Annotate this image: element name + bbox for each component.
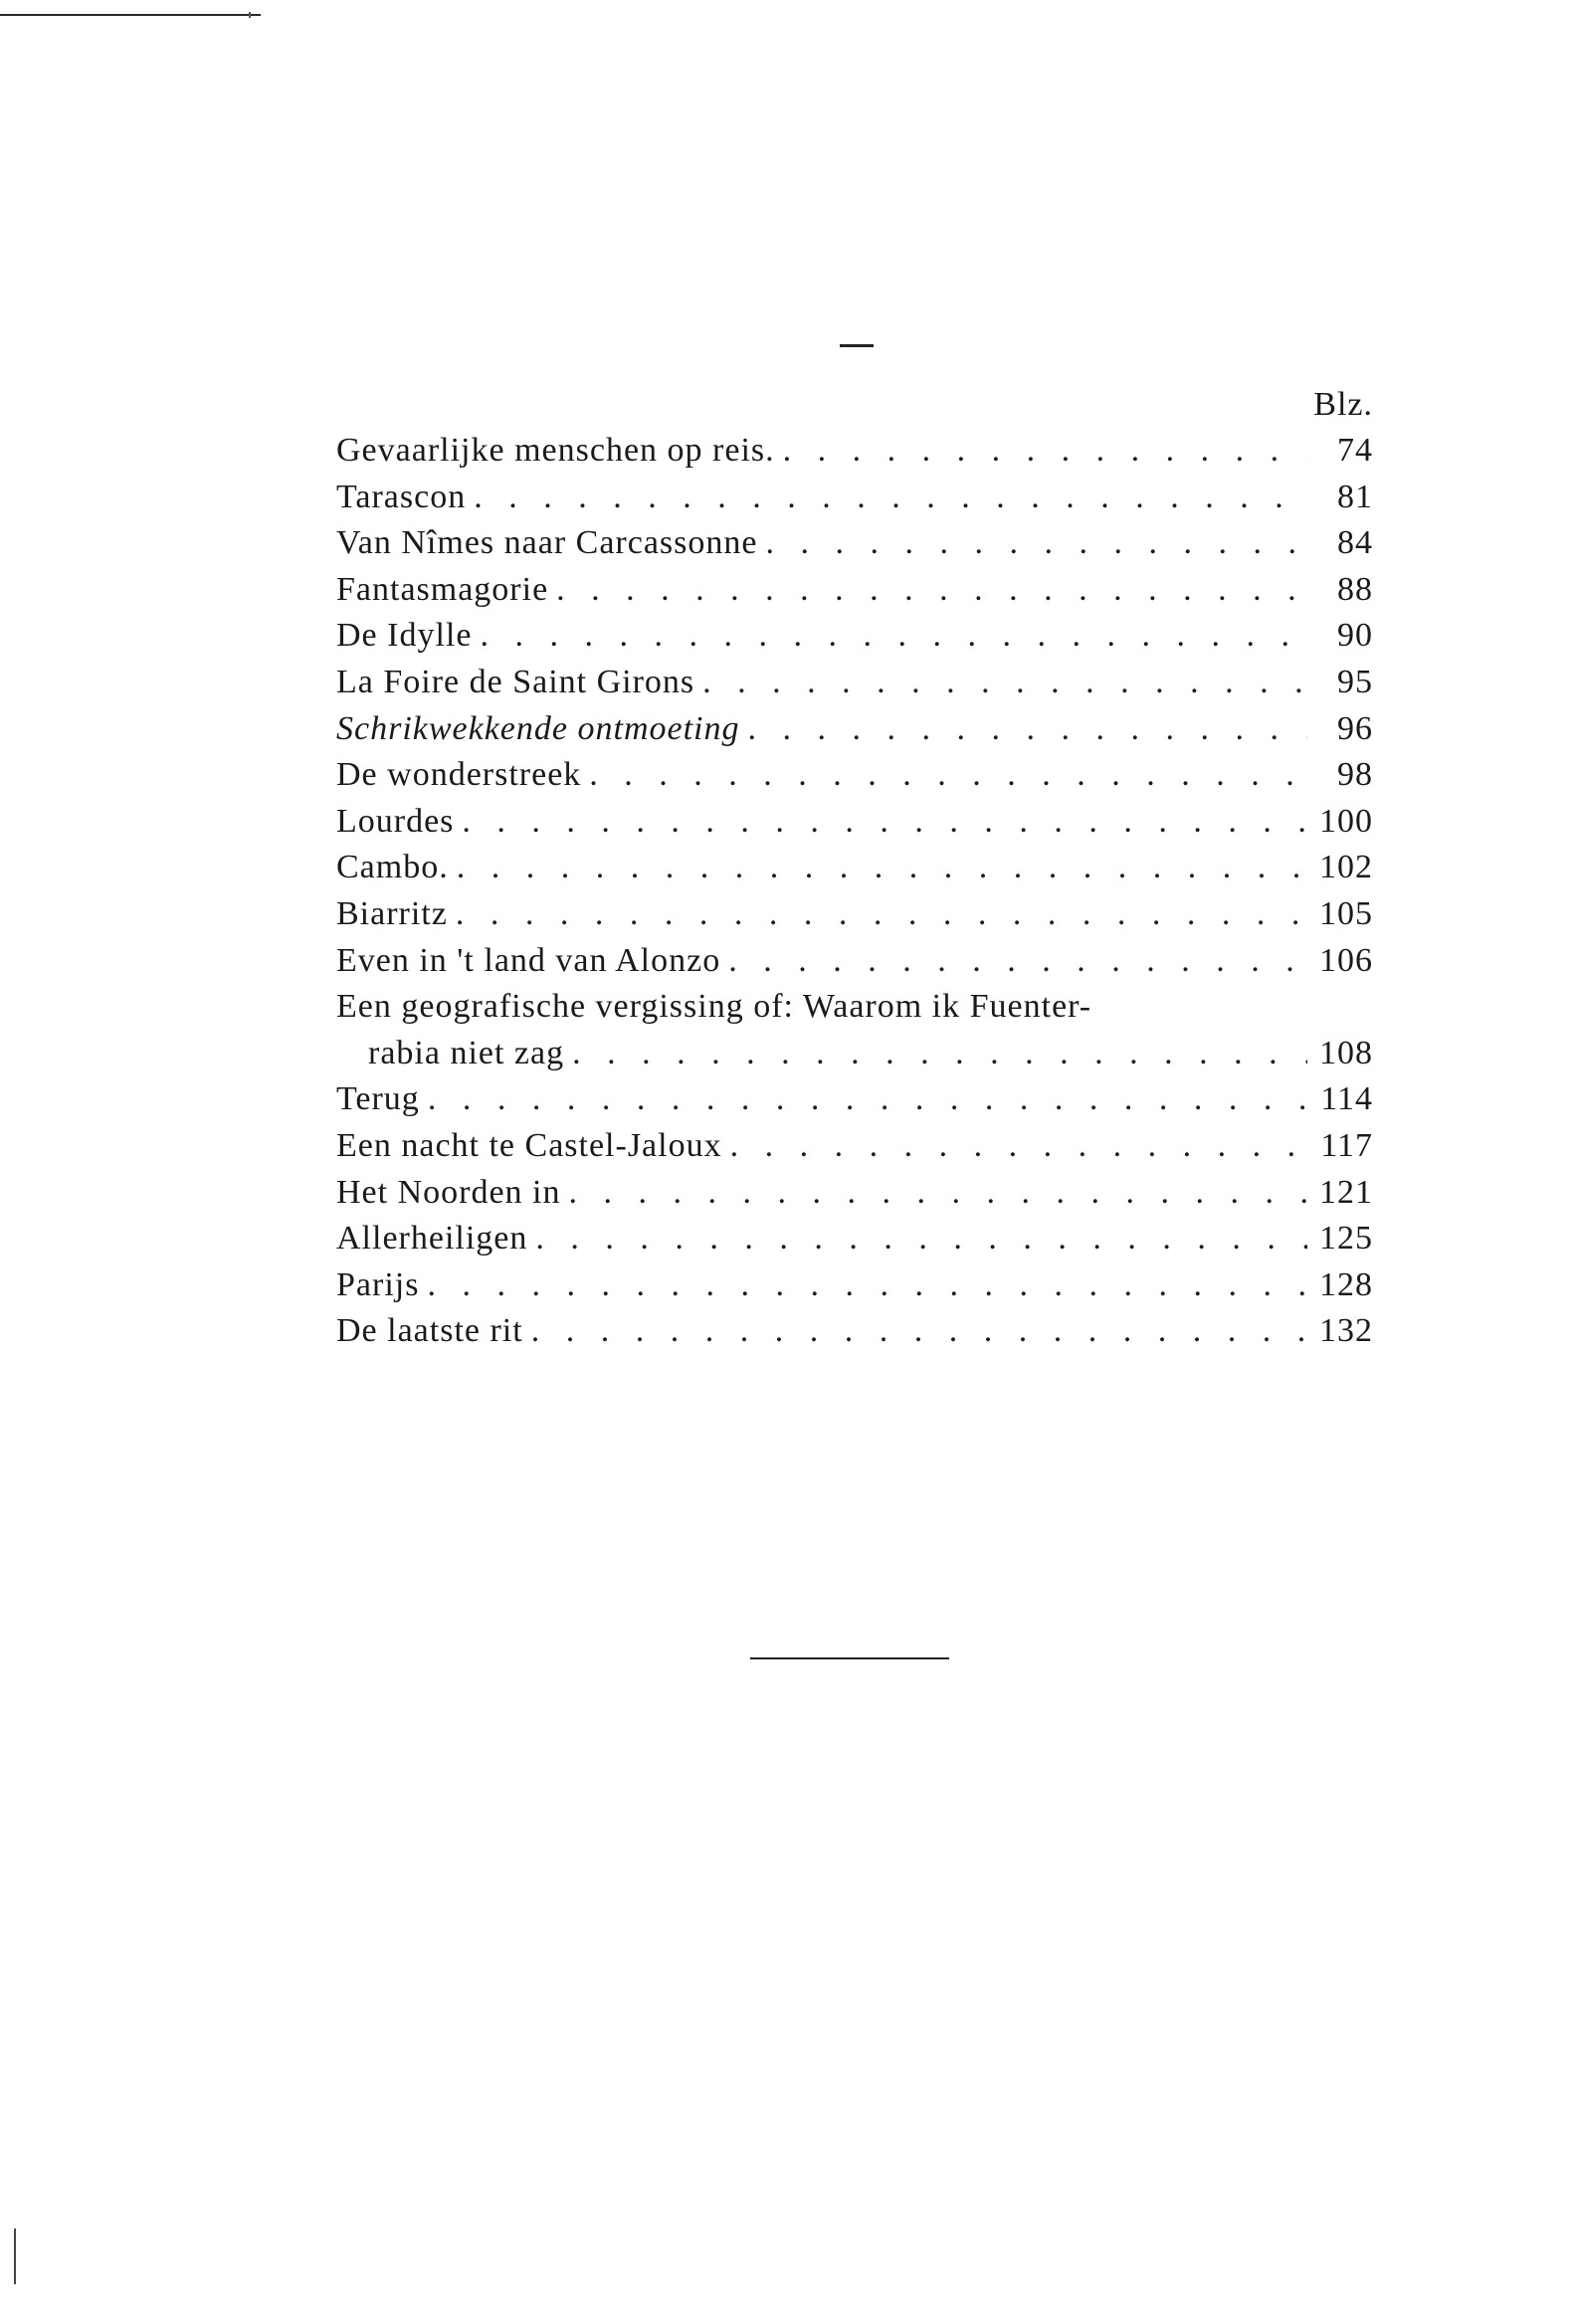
toc-leader-dots — [572, 1031, 1307, 1077]
toc-entry-title: Tarascon — [336, 478, 467, 515]
toc-entry-page: 100 — [1319, 802, 1373, 840]
toc-entry-page: 106 — [1319, 941, 1373, 979]
toc-leader-dots — [531, 1308, 1307, 1355]
toc-entry-wrapped-line1: Een geografische vergissing of: Waarom ik Fuenter- — [336, 988, 1092, 1026]
toc-entry — [336, 660, 1373, 706]
toc-entry — [336, 520, 1373, 567]
toc-entry-page: 98 — [1337, 756, 1373, 794]
scan-edge-tick — [249, 12, 251, 18]
toc-entry-title: Parijs — [336, 1265, 420, 1303]
toc-leader-dots — [462, 799, 1307, 846]
bottom-rule-ornament — [750, 1657, 949, 1659]
toc-entry — [336, 752, 1373, 799]
toc-entry-title: De laatste rit — [336, 1312, 523, 1350]
toc-entry — [336, 428, 1373, 475]
toc-entry — [336, 1123, 1373, 1170]
toc-entry-title: Even in 't land van Alonzo — [336, 941, 721, 979]
toc-entry — [336, 799, 1373, 846]
toc-leader-dots — [428, 1076, 1307, 1123]
toc-entry-title: De wonderstreek — [336, 756, 582, 794]
top-dash-ornament — [840, 344, 874, 347]
toc-leader-dots — [480, 613, 1307, 660]
toc-leader-dots — [456, 891, 1307, 938]
toc-entry-title: Het Noorden in — [336, 1173, 561, 1211]
toc-entry-page: 74 — [1337, 432, 1373, 469]
toc-entry-title: Schrikwekkende ontmoeting — [336, 709, 740, 747]
toc-entry-page: 102 — [1319, 849, 1373, 886]
toc-entry-title: Fantasmagorie — [336, 570, 549, 608]
toc-entry-page: 117 — [1320, 1126, 1373, 1164]
toc-entry — [336, 891, 1373, 938]
toc-entry — [336, 613, 1373, 660]
toc-entry-page: 84 — [1337, 524, 1373, 562]
toc-entry-page: 105 — [1319, 894, 1373, 932]
toc-entry-page: 114 — [1320, 1080, 1373, 1118]
toc-entry — [336, 938, 1373, 985]
toc-entry-page: 128 — [1319, 1265, 1373, 1303]
toc-entry-title: Van Nîmes naar Carcassonne — [336, 524, 758, 562]
scan-edge-mark-left — [14, 2228, 16, 2284]
toc-entry — [336, 1262, 1373, 1309]
toc-page-column-header: Blz. — [1313, 386, 1373, 423]
toc-entry-title: Cambo. — [336, 849, 449, 886]
toc-leader-dots — [702, 660, 1307, 706]
toc-leader-dots — [474, 475, 1307, 521]
toc-entry — [336, 706, 1373, 753]
scan-edge-mark-top — [0, 14, 261, 16]
toc-entry — [336, 845, 1373, 891]
toc-leader-dots — [535, 1216, 1307, 1262]
toc-entry-title: Lourdes — [336, 802, 455, 840]
toc-entry-page: 88 — [1337, 570, 1373, 608]
toc-entry-page: 96 — [1337, 709, 1373, 747]
toc-entry-page: 90 — [1337, 617, 1373, 655]
toc-leader-dots — [569, 1170, 1307, 1217]
toc-entry — [336, 1076, 1373, 1123]
toc-entry-page: 121 — [1319, 1173, 1373, 1211]
toc-entry-title: De Idylle — [336, 617, 473, 655]
toc-entry-page: 132 — [1319, 1312, 1373, 1350]
toc-entry-title: Terug — [336, 1080, 420, 1118]
toc-leader-dots — [765, 520, 1307, 567]
toc-leader-dots — [427, 1262, 1307, 1309]
toc-leader-dots — [589, 752, 1307, 799]
toc-entry-title: Gevaarlijke menschen op reis. — [336, 432, 775, 469]
toc-leader-dots — [728, 938, 1307, 985]
toc-entry — [336, 475, 1373, 521]
toc-entry-page: 125 — [1319, 1220, 1373, 1258]
toc-entry-page: 81 — [1337, 478, 1373, 515]
toc-entry — [336, 1308, 1373, 1355]
toc-entry-title: Biarritz — [336, 894, 448, 932]
toc-entry-title: rabia niet zag — [368, 1034, 565, 1071]
toc-entry-title: Allerheiligen — [336, 1220, 528, 1258]
toc-leader-dots — [730, 1123, 1307, 1170]
toc-leader-dots — [747, 706, 1307, 753]
toc-leader-dots — [783, 428, 1307, 475]
toc-entry-title: La Foire de Saint Girons — [336, 663, 695, 700]
toc-entry-page: 95 — [1337, 663, 1373, 700]
table-of-contents — [336, 382, 1373, 1355]
toc-leader-dots — [457, 845, 1307, 891]
toc-entry — [336, 567, 1373, 614]
toc-entry — [336, 1170, 1373, 1217]
toc-entry — [336, 1216, 1373, 1262]
toc-entry-title: Een nacht te Castel-Jaloux — [336, 1126, 722, 1164]
toc-entry — [336, 1031, 1373, 1077]
toc-entry-page: 108 — [1319, 1034, 1373, 1071]
toc-leader-dots — [556, 567, 1307, 614]
